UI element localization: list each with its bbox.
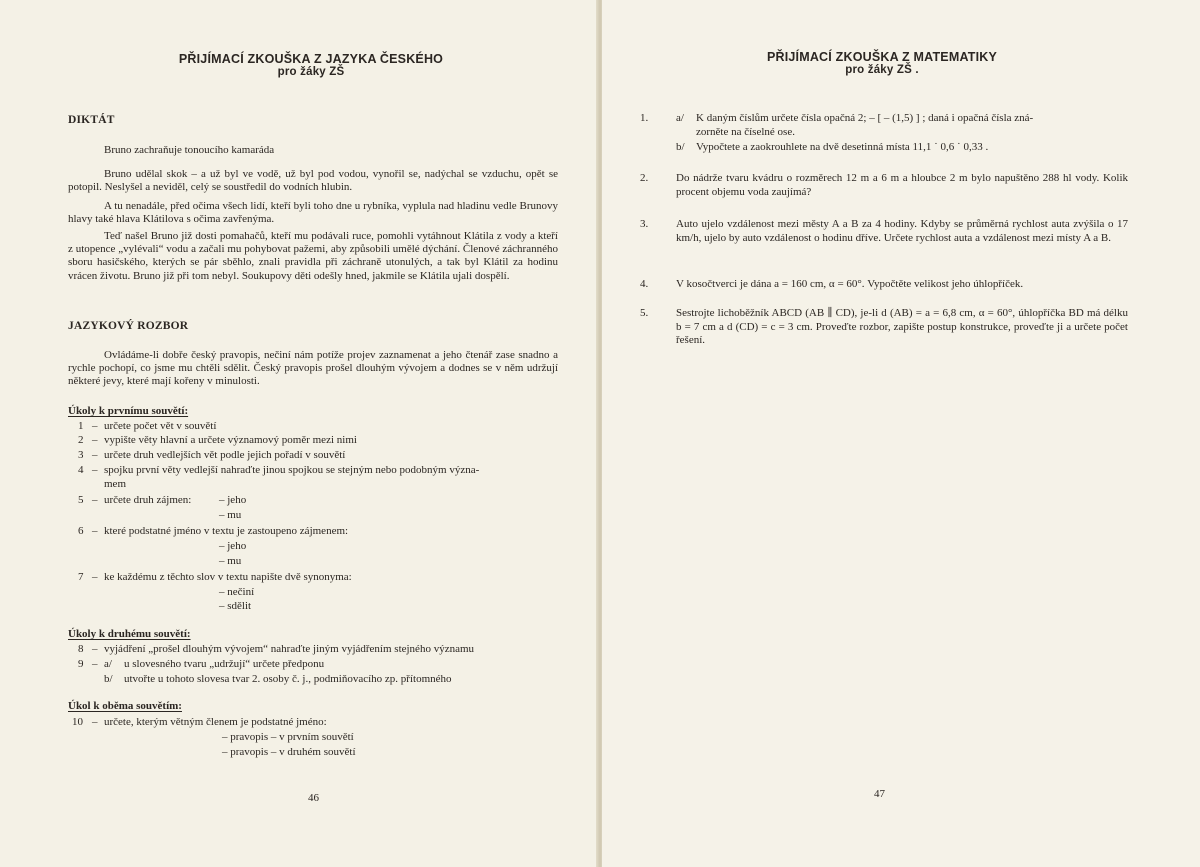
task-text: vyjádření „prošel dlouhým vývojem“ nahraďte jiným vyjádřením stejného významu (104, 643, 475, 655)
task-dash: – (92, 643, 98, 655)
task-option: – nečiní (219, 586, 255, 598)
task-text: u slovesného tvaru „udržují“ určete předponu (124, 658, 325, 670)
diktat-paragraph-2: A tu nenadále, před očima všech lidí, kteří byli toho dne u rybníka, vyplula nad hladinu vedle Brunovy hlavy také hlava Klátilova s očima zavřenýma. (68, 200, 558, 226)
task-both-sentences-heading: Úkol k oběma souvětím: (68, 700, 182, 712)
task-number: 2 (78, 434, 84, 446)
math-exam-title: PŘIJÍMACÍ ZKOUŠKA Z MATEMATIKY (766, 50, 998, 64)
question-sub-label: a/ (676, 112, 684, 124)
task-dash: – (92, 464, 98, 476)
task-text: určete počet vět v souvětí (104, 420, 217, 432)
task-text: spojku první věty vedlejší nahraďte jinou spojkou se stejným nebo podobným význa- (104, 464, 480, 476)
math-exam-heading (582, 50, 1182, 77)
task-option: – jeho (219, 494, 247, 506)
task-text: určete druh zájmen: (104, 494, 192, 506)
question-text: Sestrojte lichoběžník ABCD (AB ∥ CD), je-li d (AB) = a = 6,8 cm, α = 60°, úhlopříčka BD má délku b = 7 cm a d (CD) = c = 3 cm. Proveďte rozbor, zapište postup konstrukce, proveďte ji a určete počet řešení. (676, 307, 1128, 346)
task-number: 8 (78, 643, 84, 655)
task-number: 3 (78, 449, 84, 461)
question-text: Do nádrže tvaru kvádru o rozměrech 12 m a 6 m a hloubce 2 m bylo napuštěno 288 hl vody. Kolik procent objemu voda zaujímá? (676, 172, 1128, 198)
task-text: určete, kterým větným členem je podstatné jméno: (104, 716, 327, 728)
task-number: 6 (78, 525, 84, 537)
left-page (0, 0, 598, 867)
task-dash: – (92, 716, 98, 728)
task-sub-label: b/ (104, 673, 113, 685)
task-number: 9 (78, 658, 84, 670)
question-number: 2. (640, 172, 649, 184)
task-text: které podstatné jméno v textu je zastoupeno zájmenem: (104, 525, 349, 537)
task-dash: – (92, 494, 98, 506)
task-text-continued: mem (104, 478, 126, 490)
task-dash: – (92, 571, 98, 583)
task-text: utvořte u tohoto slovesa tvar 2. osoby č. j., podmiňovacího zp. přítomného (124, 673, 452, 685)
right-page (602, 0, 1200, 867)
task-text: ke každému z těchto slov v textu napište dvě synonyma: (104, 571, 352, 583)
diktat-heading: DIKTÁT (68, 114, 115, 126)
question-text: Auto ujelo vzdálenost mezi městy A a B za 4 hodiny. Kdyby se průměrná rychlost auta zvýšila o 17 km/h, ujelo by auto vzdálenost o hodinu dříve. Určete rychlost auta a vzdálenost mezi místy A a B. (676, 218, 1128, 244)
question-number: 4. (640, 278, 649, 290)
czech-exam-subtitle: pro žáky ZŠ (277, 66, 345, 78)
task-dash: – (92, 525, 98, 537)
task-text: vypište věty hlavní a určete významový poměr mezi nimi (104, 434, 357, 446)
task-option: – mu (219, 509, 242, 521)
task-text: určete druh vedlejších vět podle jejich pořadí v souvětí (104, 449, 346, 461)
task-dash: – (92, 420, 98, 432)
task-option: – sdělit (219, 600, 252, 612)
rozbor-heading: JAZYKOVÝ ROZBOR (68, 320, 189, 332)
czech-exam-title: PŘIJÍMACÍ ZKOUŠKA Z JAZYKA ČESKÉHO (178, 52, 444, 66)
question-number: 5. (640, 307, 649, 319)
math-exam-subtitle: pro žáky ZŠ . (845, 64, 919, 76)
task-dash: – (92, 449, 98, 461)
task-dash: – (92, 658, 98, 670)
tasks-second-sentence-heading: Úkoly k druhému souvětí: (68, 628, 191, 640)
question-text: K daným číslům určete čísla opačná 2; – [ – (1,5) ] ; daná i opačná čísla zná- (696, 112, 1034, 124)
question-number: 3. (640, 218, 649, 230)
task-option: – mu (219, 555, 242, 567)
rozbor-paragraph: Ovládáme-li dobře český pravopis, nečiní nám potíže projev zaznamenat a jeho čtenář zase snadno a rychle pochopí, co jsme mu chtěli sdělit. Český pravopis prošel dlouhým vývojem a dodnes se v něm udržují některé jevy, které mají kořeny v minulosti. (68, 349, 558, 388)
diktat-paragraph-1: Bruno udělal skok – a už byl ve vodě, už byl pod vodou, vynořil se, nadýchal se vzduchu, opět se potopil. Neslyšel a neviděl, celý se soustředil do vodních hlubin. (68, 168, 558, 194)
question-text: V kosočtverci je dána a = 160 cm, α = 60°. Vypočtěte velikost jeho úhlopříček. (676, 278, 1024, 290)
task-dash: – (92, 434, 98, 446)
task-number: 10 (72, 716, 83, 728)
task-sub-label: a/ (104, 658, 112, 670)
task-option: – jeho (219, 540, 247, 552)
diktat-paragraph-3: Teď našel Bruno již dosti pomahačů, kteří mu podávali ruce, pomohli vytáhnout Klátila z vody a kteří z utopence „vylévali“ vodu a začali mu pohybovat pažemi, aby způsobili umělé dýchání. Členové záchranného sboru hasičského, kterých se pár sběhlo, znali pravidla při záchraně utonulých, a tak byl Klátil za hodinu vrácen životu. Bruno již při tom nebyl. Soukupovy děti odešly hned, jakmile se Klátila ujali dospělí. (68, 230, 558, 282)
task-option: – pravopis – v druhém souvětí (222, 746, 356, 758)
question-text: Vypočtete a zaokrouhlete na dvě desetinná místa 11,1 ˙ 0,6 ˙ 0,33 . (696, 141, 989, 153)
question-text-continued: zorněte na číselné ose. (696, 126, 795, 138)
page-number-right: 47 (874, 788, 885, 800)
question-sub-label: b/ (676, 141, 685, 153)
task-number: 4 (78, 464, 84, 476)
task-number: 1 (78, 420, 84, 432)
question-number: 1. (640, 112, 649, 124)
task-number: 7 (78, 571, 84, 583)
task-number: 5 (78, 494, 84, 506)
tasks-first-sentence-heading: Úkoly k prvnímu souvětí: (68, 405, 189, 417)
page-number-left: 46 (308, 792, 319, 804)
task-option: – pravopis – v prvním souvětí (222, 731, 354, 743)
diktat-title: Bruno zachraňuje tonoucího kamaráda (104, 144, 275, 156)
czech-exam-heading (12, 52, 610, 79)
